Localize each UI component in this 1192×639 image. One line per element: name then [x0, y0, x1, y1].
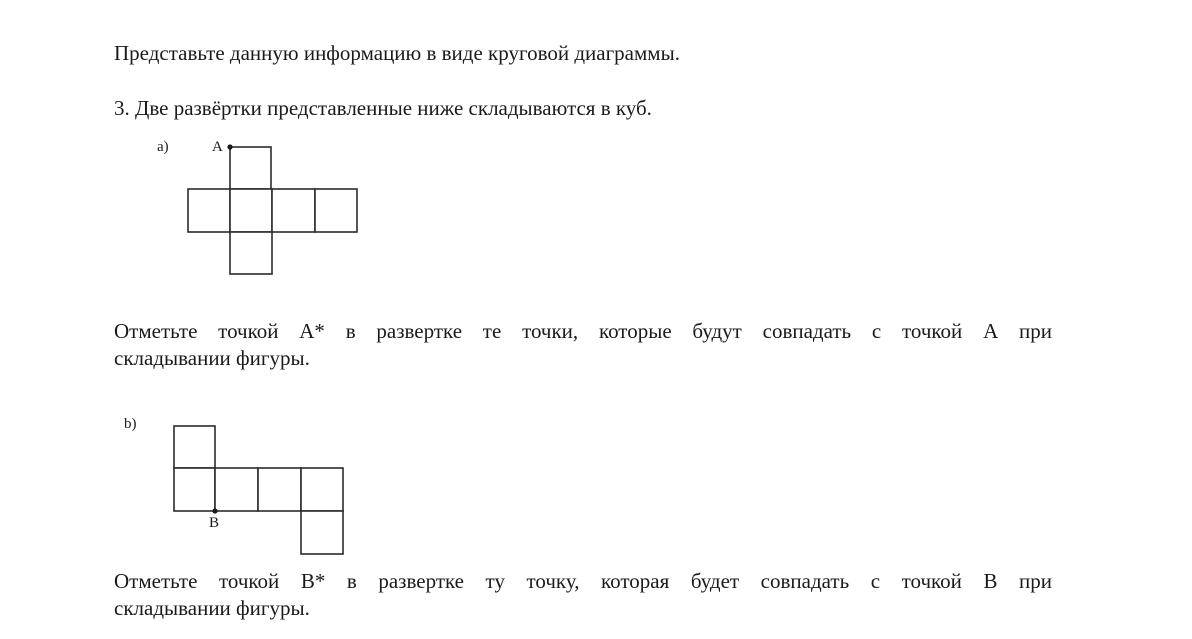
net-b-point-b	[212, 508, 217, 513]
net-a-square-center	[230, 189, 272, 232]
net-a-square-bottom	[230, 232, 272, 274]
net-a-squares	[188, 147, 357, 274]
net-a-square-top	[230, 147, 271, 189]
net-b-square-1	[174, 468, 215, 511]
net-b-square-3	[258, 468, 301, 511]
net-b-square-top	[174, 426, 215, 468]
task-b-line-1: Отметьте точкой В* в развертке ту точку, которая будет совпадать с точкой В при	[114, 569, 1052, 593]
task-a-line-2: складывании фигуры.	[114, 346, 310, 370]
net-a-square-right-1	[272, 189, 315, 232]
net-a-label: a)	[157, 139, 169, 155]
net-a-square-left	[188, 189, 230, 232]
net-a-point-label: A	[212, 139, 223, 155]
net-b-label: b)	[124, 416, 137, 432]
instruction-pie-chart: Представьте данную информацию в виде круговой диаграммы.	[114, 41, 680, 65]
net-a-point-a	[227, 144, 232, 149]
task-3-title: 3. Две развёртки представленные ниже складываются в куб.	[114, 96, 652, 120]
net-b-point-label: B	[209, 515, 220, 531]
net-b-squares	[174, 426, 343, 554]
net-b-square-2	[215, 468, 258, 511]
task-a-line-1: Отметьте точкой А* в развертке те точки, которые будут совпадать с точкой А при	[114, 319, 1052, 343]
net-b-square-bottom	[301, 511, 343, 554]
task-b-line-2: складывании фигуры.	[114, 596, 310, 620]
net-b-square-4	[301, 468, 343, 511]
net-a-square-right-2	[315, 189, 357, 232]
